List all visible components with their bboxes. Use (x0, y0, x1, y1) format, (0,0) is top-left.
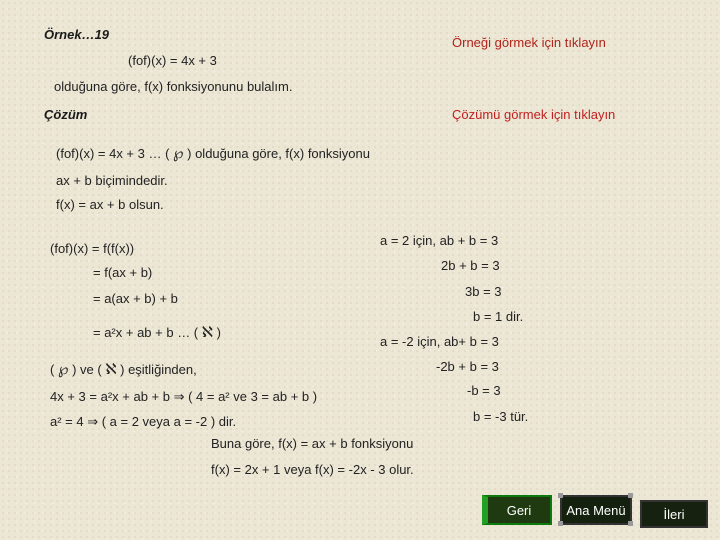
right-step-4: b = 1 dir. (473, 309, 524, 324)
right-step-5: a = -2 için, ab+ b = 3 (380, 334, 499, 349)
step5-open: ( (50, 362, 55, 377)
problem-statement: olduğuna göre, f(x) fonksiyonunu bulalım. (54, 79, 293, 94)
solution-line-3: f(x) = ax + b olsun. (56, 197, 164, 212)
right-step-7: -b = 3 (467, 383, 501, 398)
solution-line-2: ax + b biçimindedir. (56, 173, 168, 188)
menu-corner-br (628, 521, 633, 526)
left-step-7: a² = 4 ⇒ ( a = 2 veya a = -2 ) dir. (50, 414, 237, 429)
aleph-icon: ℵ (201, 323, 213, 341)
line1-start: (fof)(x) = 4x + 3 … ( (56, 146, 170, 161)
step5-end: ) eşitliğinden, (120, 362, 197, 377)
right-step-1: a = 2 için, ab + b = 3 (380, 233, 499, 248)
step5-mid: ) ve ( (72, 362, 102, 377)
right-step-3: 3b = 3 (465, 284, 502, 299)
weierstrass-p-icon: ℘ (173, 144, 184, 162)
menu-corner-tr (628, 493, 633, 498)
show-example-link[interactable]: Örneği görmek için tıklayın (452, 35, 606, 50)
example-title: Örnek…19 (44, 27, 110, 42)
aleph-icon: ℵ (105, 360, 117, 378)
left-step-5 (50, 361, 197, 378)
conclusion-line-1: Buna göre, f(x) = ax + b fonksiyonu (211, 436, 414, 451)
main-menu-button[interactable]: Ana Menü (560, 495, 632, 525)
right-step-6: -2b + b = 3 (436, 359, 499, 374)
left-step-2: = f(ax + b) (93, 265, 153, 280)
step4-text: = a²x + ab + b … ( (93, 325, 199, 340)
next-button[interactable]: İleri (640, 500, 708, 528)
problem-equation: (fof)(x) = 4x + 3 (128, 53, 217, 68)
solution-title: Çözüm (44, 107, 88, 122)
conclusion-line-2: f(x) = 2x + 1 veya f(x) = -2x - 3 olur. (211, 462, 414, 477)
weierstrass-p-icon: ℘ (57, 360, 69, 378)
right-step-2: 2b + b = 3 (441, 258, 500, 273)
step4-close: ) (216, 325, 221, 340)
show-solution-link[interactable]: Çözümü görmek için tıklayın (452, 107, 616, 122)
right-step-8: b = -3 tür. (473, 409, 529, 424)
left-step-4 (93, 324, 221, 341)
left-step-6: 4x + 3 = a²x + ab + b ⇒ ( 4 = a² ve 3 = ab + b ) (50, 389, 318, 404)
line1-end: ) olduğuna göre, f(x) fonksiyonu (187, 146, 370, 161)
solution-line-1 (56, 145, 370, 162)
back-button[interactable]: Geri (482, 495, 552, 525)
menu-corner-bl (558, 521, 563, 526)
menu-corner-tl (558, 493, 563, 498)
left-step-1: (fof)(x) = f(f(x)) (50, 241, 135, 256)
left-step-3: = a(ax + b) + b (93, 291, 178, 306)
